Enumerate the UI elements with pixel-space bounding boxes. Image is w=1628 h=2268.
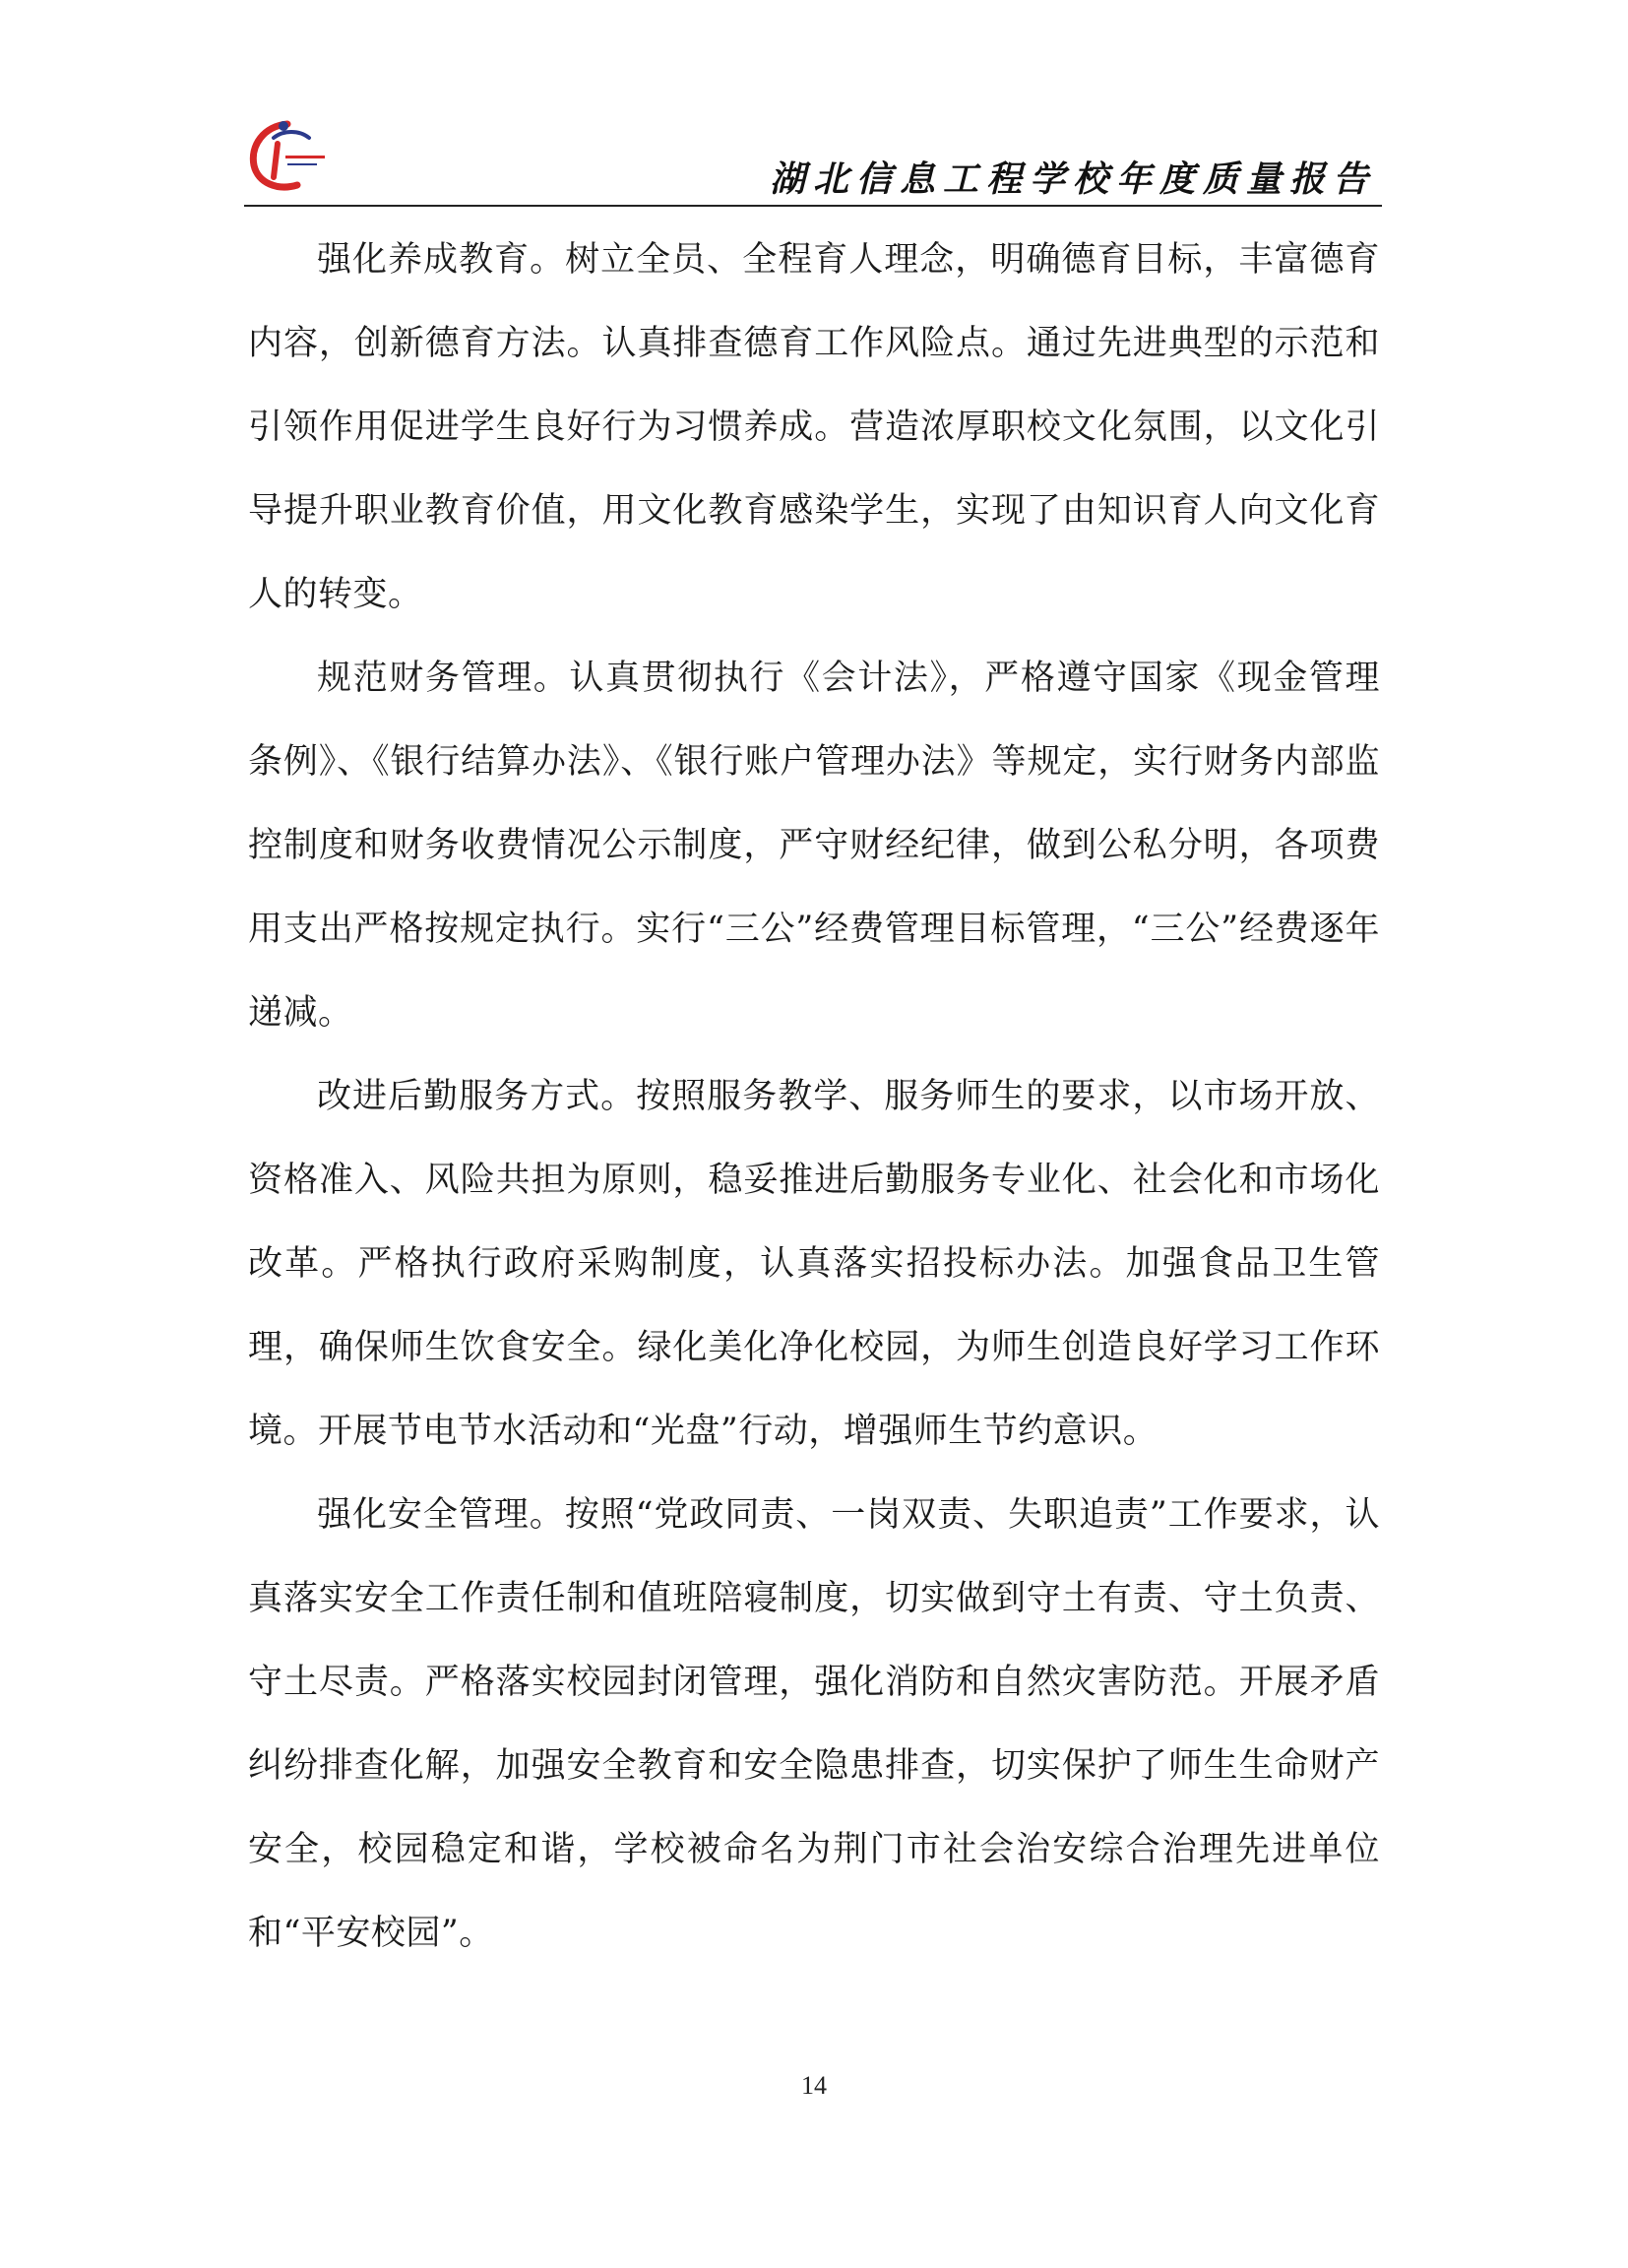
body-text xyxy=(248,219,1380,1976)
paragraph-safety-management: 强化安全管理。按照“党政同责、一岗双责、失职追责”工作要求，认真落实安全工作责任制和值班陪寝制度，切实做到守土有责、守土负责、守土尽责。严格落实校园封闭管理，强化消防和自然灾害防范。开展矛盾纠纷排查化解，加强安全教育和安全隐患排查，切实保护了师生生命财产安全，校园稳定和谐，学校被命名为荆门市社会治安综合治理先进单位和“平安校园”。 xyxy=(248,1495,1380,1953)
header-divider xyxy=(244,205,1382,207)
paragraph-logistics-service: 改进后勤服务方式。按照服务教学、服务师生的要求，以市场开放、资格准入、风险共担为原则，稳妥推进后勤服务专业化、社会化和市场化改革。严格执行政府采购制度，认真落实招投标办法。加强食品卫生管理，确保师生饮食安全。绿化美化净化校园，为师生创造良好学习工作环境。开展节电节水活动和“光盘”行动，增强师生节约意识。 xyxy=(248,1077,1380,1451)
paragraph-moral-education: 强化养成教育。树立全员、全程育人理念，明确德育目标，丰富德育内容，创新德育方法。认真排查德育工作风险点。通过先进典型的示范和引领作用促进学生良好行为习惯养成。营造浓厚职校文化氛围，以文化引导提升职业教育价值，用文化教育感染学生，实现了由知识育人向文化育人的转变。 xyxy=(248,240,1380,614)
paragraph-finance-management: 规范财务管理。认真贯彻执行《会计法》，严格遵守国家《现金管理条例》、《银行结算办法》、《银行账户管理办法》等规定，实行财务内部监控制度和财务收费情况公示制度，严守财经纪律，做到公私分明，各项费用支出严格按规定执行。实行“三公”经费管理目标管理，“三公”经费逐年递减。 xyxy=(248,659,1380,1033)
report-title: 湖北信息工程学校年度质量报告 xyxy=(769,159,1376,200)
school-logo-icon xyxy=(244,116,331,195)
page-number: 14 xyxy=(801,2071,827,2100)
page-header xyxy=(244,116,1382,207)
